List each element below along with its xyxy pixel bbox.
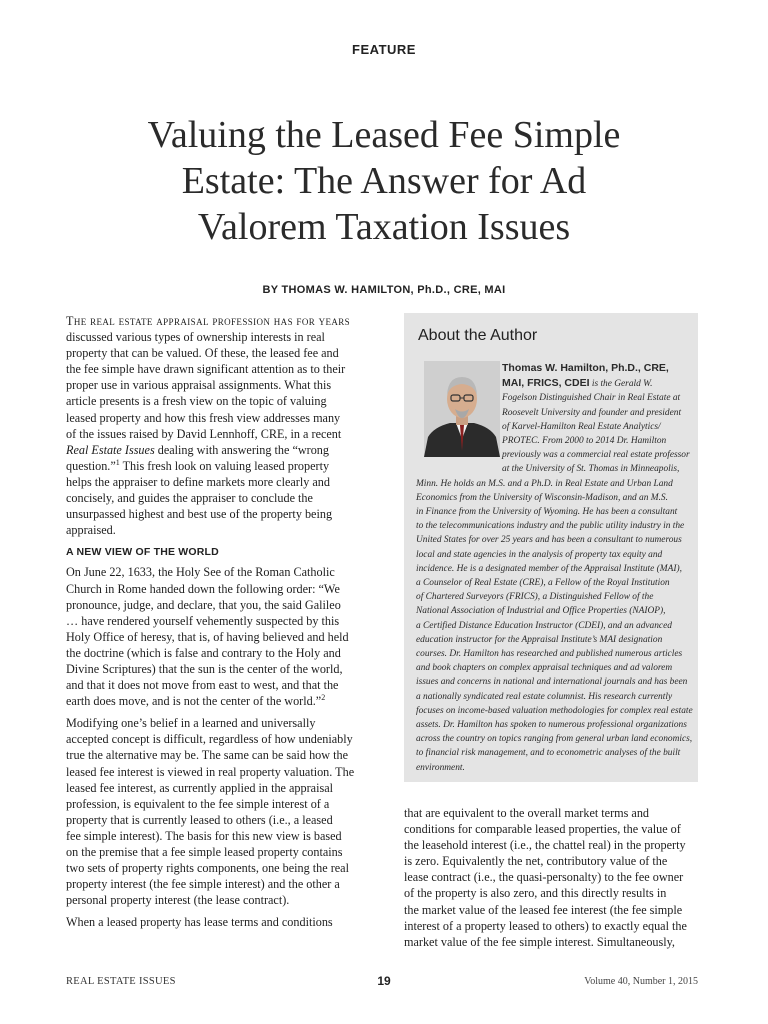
bio-line: of Karvel-Hamilton Real Estate Analytics/ (502, 421, 661, 432)
title-line: Valuing the Leased Fee Simple (147, 114, 621, 156)
bio-line: education instructor for the Appraisal Institute’s MAI designation (416, 634, 663, 645)
text-line: property interest (the fee simple interest) and the other a (66, 877, 340, 892)
text-line: two sets of property rights components, one being the real (66, 861, 349, 876)
journal-name: Real Estate Issues (66, 442, 155, 457)
bio-line: courses. Dr. Hamilton has researched and published numerous articles (416, 649, 683, 660)
text-line: article presents is a fresh view on the topic of valuing (66, 394, 327, 409)
text-line: appraised. (66, 523, 116, 538)
bio-line: National Association of Industrial and Office Properties (NAIOP), (416, 606, 666, 617)
page-number: 19 (377, 974, 391, 988)
bio-line: to the telecommunications industry and the public utility industry in the (416, 521, 685, 532)
author-credentials: MAI, FRICS, CDEI (502, 377, 590, 390)
right-column (404, 805, 704, 956)
title-line: Valorem Taxation Issues (197, 206, 571, 248)
bio-line: Economics from the University of Wisconsin-Madison, and an M.S. (416, 492, 668, 503)
text-line: the fee simple have drawn significant attention as to their (66, 362, 346, 377)
byline: BY THOMAS W. HAMILTON, Ph.D., CRE, MAI (262, 284, 506, 296)
text-line: property that is currently leased to others (i.e., a leased (66, 812, 333, 827)
bio-line: United States for over 25 years and has been a consultant to numerous (416, 535, 682, 546)
bio-line: environment. (416, 762, 465, 773)
text-line: is zero. Equivalently the net, contributory value of the (404, 854, 668, 869)
bio-line: local and state agencies in the analysis of property tax equity and (416, 549, 663, 560)
bio-line: at the University of St. Thomas in Minneapolis, (502, 464, 680, 475)
leased-paragraph (66, 914, 366, 930)
galileo-paragraph (66, 564, 366, 709)
bio-line: issues and concerns in national and international journals and has been (416, 677, 688, 688)
author-bio (416, 361, 692, 775)
text-line: the market value of the leased fee interest (the fee simple (404, 902, 683, 917)
text-line: the leasehold interest (i.e., the chattel real) in the property (404, 838, 686, 853)
text-line: concisely, and guides the appraiser to conclude the (66, 491, 313, 506)
text-line: interest of a property leased to others) to exactly equal the (404, 918, 687, 933)
text-line: helps the appraiser to define markets more clearly and (66, 474, 330, 489)
text-line: When a leased property has lease terms and conditions (66, 915, 333, 930)
modifying-paragraph (66, 715, 366, 908)
text-fragment: This fresh look on valuing leased property (119, 458, 330, 473)
bio-line: assets. Dr. Hamilton has spoken to numerous professional organizations (416, 720, 687, 731)
about-author-heading: About the Author (418, 327, 538, 344)
text-line: and that it does not move from east to west, and that the (66, 678, 339, 693)
text-line: On June 22, 1633, the Holy See of the Roman Catholic (66, 565, 335, 580)
intro-paragraph (66, 313, 366, 538)
bio-line: a Counselor of Real Estate (CRE), a Fellow of the Royal Institution (416, 578, 670, 589)
bio-line: focuses on income-based valuation methodologies for complex real estate (416, 705, 693, 716)
text-line: property that can be valued. Of these, the leased fee and (66, 346, 339, 361)
text-fragment: question.” (66, 458, 116, 473)
text-line: unsurpassed highest and best use of the property being (66, 507, 333, 522)
text-line: pronounce, judge, and declare, that you, the said Galileo (66, 597, 341, 612)
text-line: … have rendered yourself vehemently suspected by this (66, 613, 340, 628)
text-line: fee simple interest). The basis for this new view is based (66, 828, 342, 843)
bio-line: previously was a commercial real estate professor (502, 450, 690, 461)
section-heading: A NEW VIEW OF THE WORLD (66, 546, 219, 559)
bio-fragment: is the Gerald W. (589, 379, 653, 390)
footnote-ref: 2 (321, 693, 326, 703)
article-title (74, 112, 694, 250)
text-line: lease contract (i.e., the quasi-personalty) to the fee owner (404, 870, 684, 885)
text-line: on the premise that a fee simple leased property contains (66, 845, 343, 859)
bio-line: PROTEC. From 2000 to 2014 Dr. Hamilton (502, 436, 667, 447)
text-line: conditions for comparable leased properties, the value of (404, 822, 681, 837)
text-fragment: dealing with answering the “wrong (154, 442, 329, 457)
text-line: the doctrine (which is false and contrary to the Holy and (66, 645, 341, 660)
text-line: that are equivalent to the overall market terms and (404, 806, 650, 820)
bio-line: Roosevelt University and founder and president (502, 407, 682, 418)
continuation-paragraph (404, 805, 704, 950)
text-line: accepted concept is difficult, regardless of how undeniably (66, 732, 353, 747)
text-line: true the alternative may be. The same can be said how the (66, 748, 349, 763)
text-line: discussed various types of ownership interests in real (66, 330, 325, 345)
intro-lead: The real estate appraisal profession has for years (66, 314, 351, 328)
section-label: FEATURE (352, 42, 416, 57)
text-line: Divine Scriptures) that the sun is the center of the world, (66, 661, 343, 676)
about-author-box (404, 313, 698, 782)
bio-line: a Certified Distance Education Instructor (CDEI), and an advanced (416, 620, 672, 631)
text-line: proper use in various appraisal assignments. What this (66, 378, 332, 393)
text-line: personal property interest (the lease contract). (66, 893, 290, 908)
bio-line: to financial risk management, and to econometric analyses of the built (416, 748, 681, 759)
text-line: of the issues raised by David Lennhoff, CRE, in a recent (66, 426, 342, 441)
bio-line: a nationally syndicated real estate columnist. His research currently (416, 691, 673, 702)
bio-line: and book chapters on complex appraisal techniques and ad valorem (416, 663, 673, 674)
bio-line: Fogelson Distinguished Chair in Real Estate at (502, 393, 681, 404)
bio-line: of Chartered Surveyors (FRICS), a Distinguished Fellow of the (416, 592, 654, 603)
text-fragment: earth does move, and is not the center of the world.” (66, 694, 322, 709)
left-column (66, 313, 366, 936)
bio-line: across the country on topics ranging from general urban land economics, (416, 734, 693, 745)
text-line: leased property and how this fresh view addresses many (66, 410, 341, 425)
bio-line: in Finance from the University of Wyoming. He has been a consultant (416, 507, 678, 518)
text-line: leased fee interest, as currently applied in the appraisal (66, 780, 333, 795)
title-line: Estate: The Answer for Ad (181, 160, 587, 202)
text-line: profession, is equivalent to the fee simple interest of a (66, 796, 330, 811)
footer-journal: REAL ESTATE ISSUES (66, 976, 176, 987)
bio-line: incidence. He is a designated member of the Appraisal Institute (MAI), (416, 563, 682, 574)
text-line: of the property is also zero, and this directly results in (404, 886, 667, 901)
text-line: Modifying one’s belief in a learned and universally (66, 716, 316, 731)
author-name: Thomas W. Hamilton, Ph.D., CRE, (502, 362, 669, 374)
text-line: Holy Office of heresy, that is, of having believed and held (66, 629, 349, 644)
footer-volume: Volume 40, Number 1, 2015 (584, 976, 698, 987)
text-line: Church in Rome handed down the following order: “We (66, 581, 340, 596)
text-line: leased fee interest is viewed in real property valuation. The (66, 764, 355, 779)
text-line: market value of the fee simple interest. Simultaneously, (404, 934, 675, 949)
bio-line: Minn. He holds an M.S. and a Ph.D. in Real Estate and Urban Land (416, 478, 673, 489)
footnote-ref: 1 (115, 457, 120, 467)
